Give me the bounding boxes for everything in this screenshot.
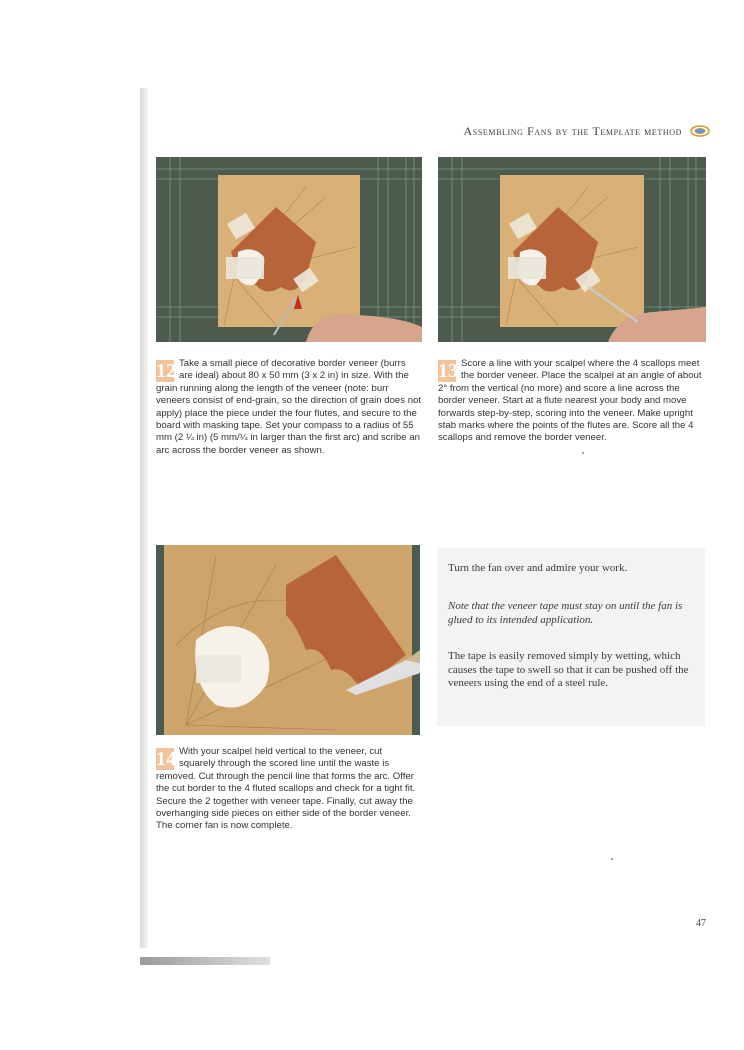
step-12-number-badge: 12 bbox=[156, 360, 176, 382]
page-number: 47 bbox=[696, 918, 706, 929]
oval-ornament-icon bbox=[690, 125, 710, 137]
running-header bbox=[440, 122, 710, 140]
step-12-text: Take a small piece of decorative border veneer (burrs are ideal) about 80 x 50 mm (3 x 2 in) in size. With the grain running along the length of the veneer (note: burr veneers consist of end-grain, so the direction of grain does not apply) place the piece under the four flutes, and secure to the board with masking tape. Set your compass to a radius of 55 mm (2 ¼ in) (5 mm/¼ in larger than the first arc) and scribe an arc across the border veneer as shown. bbox=[156, 358, 422, 456]
bottom-edge-shadow bbox=[140, 957, 270, 965]
page-spine-shadow bbox=[140, 88, 148, 948]
step-13-number-badge: 13 bbox=[438, 360, 458, 382]
step-13-text: Score a line with your scalpel where the 4 scallops meet the border veneer. Place the scalpel at an angle of about 2° from the vertical (no more) and score a line across the border veneer. Start at a flute nearest your body and move forwards step-by-step, scoring into the veneer. Make upright stab marks where the points of the flutes are. Score all the 4 scallops and remove the border veneer. bbox=[438, 358, 702, 444]
step-14-caption bbox=[156, 746, 420, 833]
scan-speck bbox=[582, 452, 584, 454]
scan-speck bbox=[611, 858, 613, 860]
step-12-caption bbox=[156, 358, 422, 457]
step-14-number-badge: 14 bbox=[156, 748, 176, 770]
note-paragraph-3: The tape is easily removed simply by wetting, which causes the tape to swell so that it can be pushed off the veneers using the end of a steel rule. bbox=[448, 650, 689, 689]
step-12-photo bbox=[156, 157, 422, 342]
step-13-photo bbox=[438, 157, 706, 342]
note-paragraph-2: Note that the veneer tape must stay on until the fan is glued to its intended application. bbox=[448, 600, 683, 626]
running-header-title: Assembling Fans by the Template method bbox=[463, 123, 682, 138]
note-box bbox=[437, 548, 705, 726]
step-14-text: With your scalpel held vertical to the veneer, cut squarely through the scored line until the waste is removed. Cut through the pencil line that forms the arc. Offer the cut border to the 4 fluted scallops and check for a tight fit. Secure the 2 together with veneer tape. Finally, cut away the overhanging side pieces on either side of the border veneer. The corner fan is now complete. bbox=[156, 746, 416, 832]
step-13-caption bbox=[438, 358, 704, 445]
step-14-photo bbox=[156, 545, 420, 735]
note-paragraph-1: Turn the fan over and admire your work. bbox=[448, 562, 628, 574]
